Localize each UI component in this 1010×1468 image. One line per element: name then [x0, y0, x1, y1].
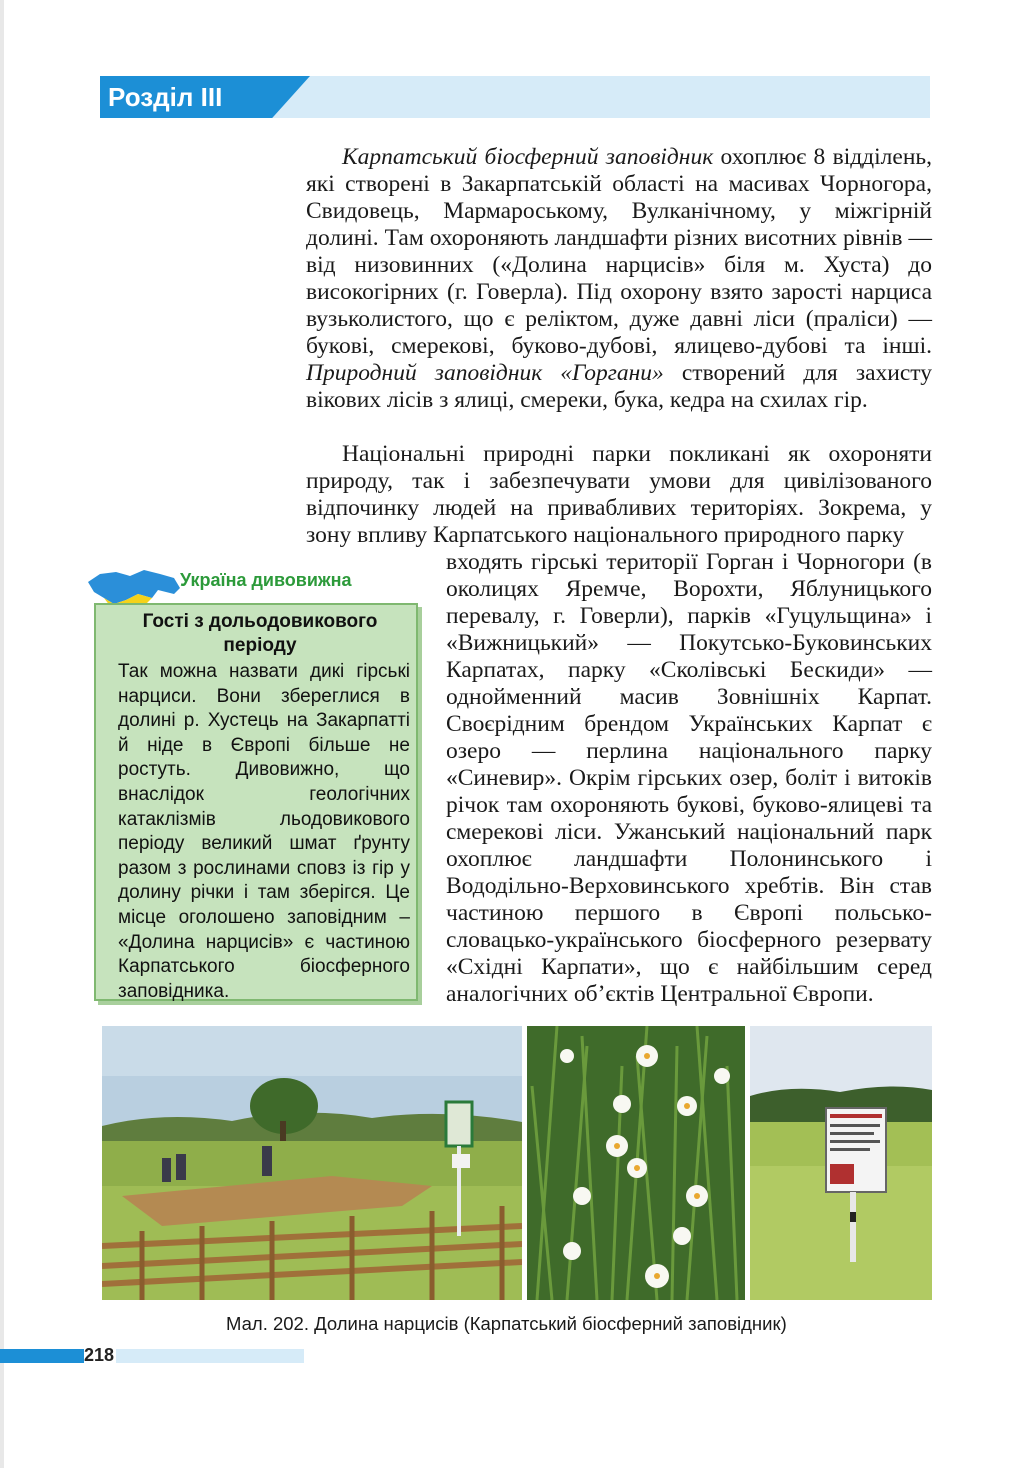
paragraph-text: охоплює 8 відділень, які створені в Закарпатській області на масивах Чорногора, Свидовець, Мармароському, Вулканічному, у міжгірній долині. Там охороняють ландшафти різних висотних рівнів — від низовинних («Долина нарцисів» біля м. Хуста) до високогірних (г. Говерла). Під охорону взято зарості нарциса вузьколистого, що є реліктом, дуже давні ліси (праліси) — букові, смерекові, буково-дубові, ялицево-дубові та інші. [306, 144, 932, 359]
figure-caption: Мал. 202. Долина нарцисів (Карпатський біосферний заповідник) [226, 1313, 787, 1334]
ukraine-map-icon [86, 568, 182, 608]
term-carpathian-reserve: Карпатський біосферний заповідник [342, 144, 714, 170]
paragraph-text: Національні природні парки покликані як охороняти природу, так і забезпечувати умови для цивілізованого відпочинку людей на привабливих територіях. Зокрема, у зону впливу Карпатського національного природного парку [306, 441, 932, 548]
term-gorgany-reserve: Природний заповідник «Горгани» [306, 360, 664, 386]
photo-reserve-sign [750, 1026, 932, 1300]
sidebar-title: Гості з дольодовикового періоду [142, 611, 378, 656]
footer-bar [0, 1349, 84, 1363]
sidebar-text: Так можна назвати дикі гірські нарциси. Вони збереглися в долині р. Хустець на Закарпатті й ніде в Європі більше не ростуть. Дивовижно, що внаслідок геологічних катаклізмів льодовикового періоду великий шмат ґрунту разом з рослинами сповз із гір у долину річки і там зберігся. Це місце оголошено заповідним – «Долина нарцисів» є частиною Карпатського біосферного заповідника. [118, 661, 410, 1002]
sidebar-label: Україна дивовижна [180, 570, 352, 590]
paragraph-reserves [306, 144, 932, 414]
paragraph-text: входять гірські території Горган і Чорногори (в околицях Яремче, Ворохти, Яблуницького перевалу, г. Говерли), парків «Гуцульщина» і «Вижницький» — Покутсько-Буковинських Карпатах, парку «Сколівські Бескиди» — однойменний масив Зовнішніх Карпат. Своєрідним брендом Українських Карпат є озеро — перлина національного парку «Синевир». Окрім гірських озер, боліт і витоків річок там охороняють букові, буково-ялицеві та смерекові ліси. Ужанський національний парк охоплює ландшафти Полонинського і Вододільно-Верховинського хребтів. Він став частиною першого в Європі польсько-словацько-українського біосферного резервату «Східні Карпати», що є найбільшим серед аналогічних об’єктів Центральної Європи. [446, 549, 932, 1007]
page-edge [0, 0, 4, 1468]
paragraph-national-parks-cont [446, 549, 932, 1008]
paragraph-text: створений для захисту вікових лісів з ялиці, смереки, бука, кедра на схилах гір. [306, 360, 933, 413]
page-number: 218 [84, 1345, 115, 1365]
paragraph-national-parks [306, 441, 932, 549]
footer-band [116, 1349, 304, 1363]
section-title: Розділ III [108, 82, 223, 112]
photo-narcissus-flowers [527, 1026, 745, 1300]
photo-valley-boardwalk [102, 1026, 522, 1300]
